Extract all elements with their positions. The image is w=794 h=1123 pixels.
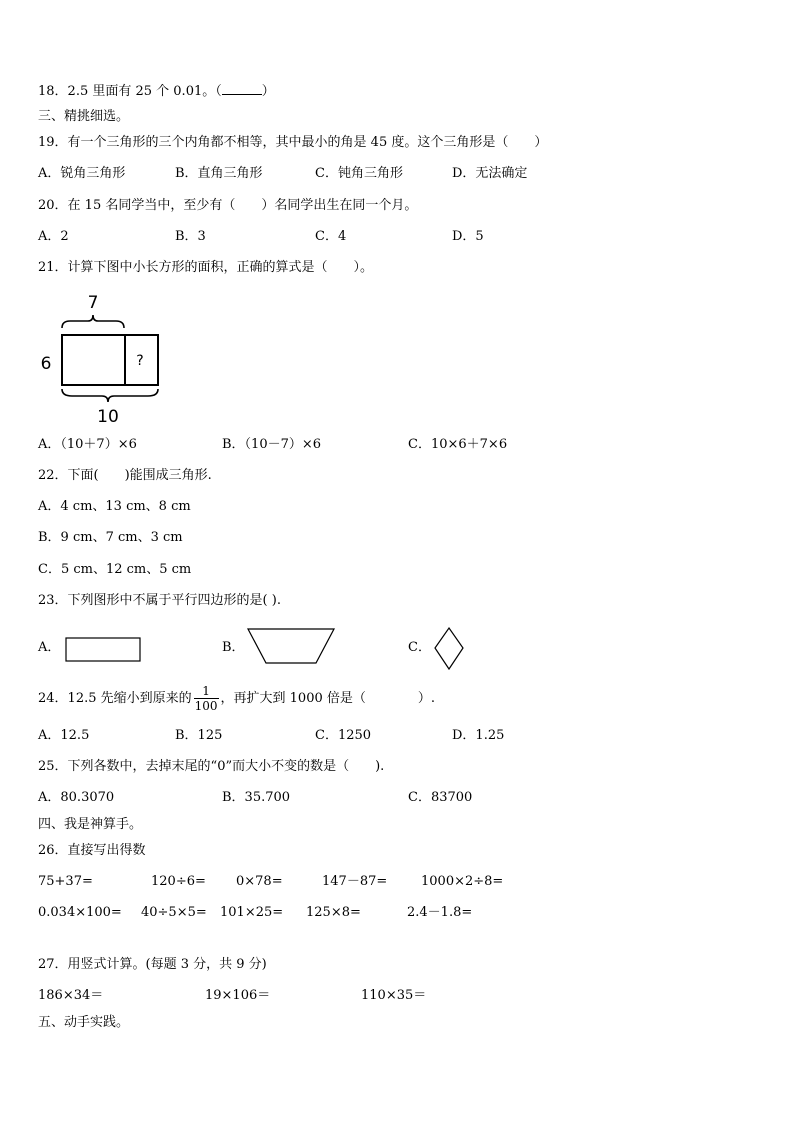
q24-option-d[interactable]: D．1.25 — [452, 728, 505, 743]
q21-bottom-brace — [62, 389, 158, 402]
q21-question-mark: ? — [136, 353, 144, 369]
q23-rectangle-shape — [64, 636, 144, 664]
q24-text-before: 24．12.5 先缩小到原来的 — [38, 691, 192, 706]
q26-calc-1-3: 0×78= — [236, 874, 283, 889]
q24-option-a[interactable]: A．12.5 — [38, 728, 90, 743]
q24-question — [38, 680, 435, 718]
q24-option-b[interactable]: B．125 — [175, 728, 223, 743]
q22-option-c[interactable]: C．5 cm、12 cm、5 cm — [38, 562, 192, 577]
q27-item-1: 186×34＝ — [38, 988, 104, 1003]
q24-fraction-denominator: 100 — [194, 699, 218, 713]
q26-calc-2-2: 40÷5×5= — [141, 905, 207, 920]
q26-calc-2-4: 125×8= — [306, 905, 361, 920]
q23-question: 23．下列图形中不属于平行四边形的是( ). — [38, 593, 281, 608]
q23-option-c[interactable]: C． — [408, 640, 431, 655]
q23-rhombus-shape — [433, 626, 467, 672]
q20-option-c[interactable]: C．4 — [315, 229, 347, 244]
q18-answer-blank[interactable] — [222, 82, 262, 95]
q21-top-brace — [62, 315, 124, 328]
q26-calc-1-2: 120÷6= — [151, 874, 206, 889]
q25-option-c[interactable]: C．83700 — [408, 790, 473, 805]
q26-question: 26．直接写出得数 — [38, 843, 146, 858]
q19-option-c[interactable]: C．钝角三角形 — [315, 166, 403, 181]
q27-question: 27．用竖式计算。(每题 3 分，共 9 分) — [38, 957, 267, 972]
q21-question: 21．计算下图中小长方形的面积，正确的算式是（ ）。 — [38, 260, 374, 275]
q21-bottom-label: 10 — [97, 407, 119, 427]
section-3-heading: 三、精挑细选。 — [38, 109, 130, 124]
q18-text: 18．2.5 里面有 25 个 0.01。（ — [38, 84, 222, 99]
q24-fraction — [194, 684, 219, 713]
section-4-heading: 四、我是神算手。 — [38, 817, 143, 832]
q22-option-b[interactable]: B．9 cm、7 cm、3 cm — [38, 530, 183, 545]
q19-question: 19．有一个三角形的三个内角都不相等，其中最小的角是 45 度。这个三角形是（ ） — [38, 135, 548, 150]
q26-calc-2-1: 0.034×100= — [38, 905, 122, 920]
q22-question: 22．下面( )能围成三角形. — [38, 468, 212, 483]
q21-option-a[interactable]: A．（10＋7）×6 — [38, 437, 137, 452]
q26-calc-1-4: 147－87= — [322, 874, 388, 889]
q26-calc-1-1: 75+37= — [38, 874, 93, 889]
q25-option-b[interactable]: B．35.700 — [222, 790, 291, 805]
q20-option-b[interactable]: B．3 — [175, 229, 206, 244]
q19-option-a[interactable]: A．锐角三角形 — [38, 166, 126, 181]
q19-option-d[interactable]: D．无法确定 — [452, 166, 528, 181]
q26-calc-2-5: 2.4－1.8= — [407, 905, 473, 920]
q21-top-label: 7 — [87, 293, 99, 313]
q27-item-2: 19×106＝ — [205, 988, 271, 1003]
q20-option-d[interactable]: D．5 — [452, 229, 484, 244]
q24-text-after: ，再扩大到 1000 倍是（ ）. — [220, 691, 436, 706]
q21-option-b[interactable]: B．（10－7）×6 — [222, 437, 322, 452]
q19-option-b[interactable]: B．直角三角形 — [175, 166, 263, 181]
q20-question: 20．在 15 名同学当中，至少有（ ）名同学出生在同一个月。 — [38, 198, 418, 213]
q23-trapezoid-shape — [246, 627, 338, 667]
q23-option-b[interactable]: B． — [222, 640, 245, 655]
q18-line — [38, 82, 275, 100]
q24-fraction-numerator: 1 — [194, 684, 219, 699]
q21-left-label: 6 — [40, 354, 52, 374]
q23-option-a[interactable]: A． — [38, 640, 61, 655]
q22-option-a[interactable]: A．4 cm、13 cm、8 cm — [38, 499, 191, 514]
q20-option-a[interactable]: A．2 — [38, 229, 69, 244]
q18-close: ） — [261, 84, 275, 99]
q21-rectangle-figure — [30, 288, 170, 428]
q25-option-a[interactable]: A．80.3070 — [38, 790, 115, 805]
q24-option-c[interactable]: C．1250 — [315, 728, 372, 743]
q27-item-3: 110×35＝ — [361, 988, 427, 1003]
q25-question: 25．下列各数中，去掉末尾的“0”而大小不变的数是（ ). — [38, 759, 385, 774]
q26-calc-2-3: 101×25= — [220, 905, 284, 920]
section-5-heading: 五、动手实践。 — [38, 1015, 130, 1030]
q21-option-c[interactable]: C．10×6＋7×6 — [408, 437, 508, 452]
q26-calc-1-5: 1000×2÷8= — [421, 874, 504, 889]
